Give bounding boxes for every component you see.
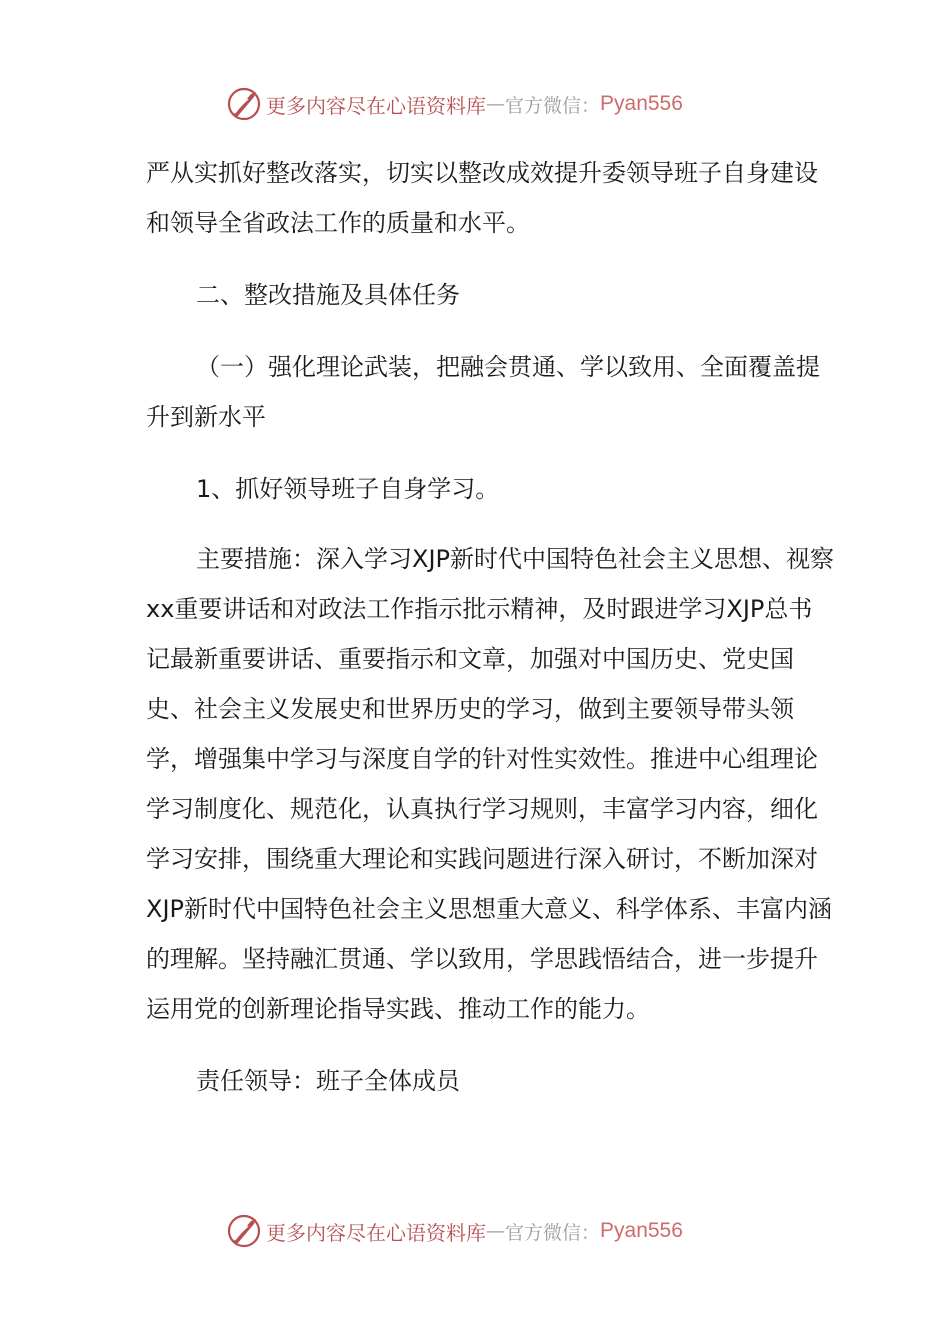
watermark-wechat-label: 官方微信：: [505, 1221, 601, 1244]
section-heading: 二、整改措施及具体任务: [196, 281, 460, 309]
watermark-wechat-label: 官方微信：: [505, 94, 601, 117]
responsible-leader: 责任领导：班子全体成员: [196, 1067, 460, 1095]
watermark-wechat-id: Pyan556: [600, 1219, 683, 1242]
item-heading: 1、抓好领导班子自身学习。: [196, 475, 500, 503]
watermark-wechat-id: Pyan556: [600, 92, 683, 115]
watermark-site-name: 更多内容尽在心语资料库: [266, 93, 486, 118]
watermark-separator: —: [486, 1220, 505, 1242]
footer-watermark: [226, 1211, 683, 1251]
document-body: [146, 148, 836, 1106]
quill-pen-icon: [226, 86, 262, 122]
paragraph-continuation: 严从实抓好整改落实，切实以整改成效提升委领导班子自身建设和领导全省政法工作的质量和水平。: [146, 159, 818, 237]
watermark-separator: —: [486, 93, 505, 115]
header-watermark: [226, 84, 683, 124]
subsection-heading: （一）强化理论武装，把融会贯通、学以致用、全面覆盖提升到新水平: [146, 353, 820, 431]
measures-paragraph: 主要措施：深入学习XJP新时代中国特色社会主义思想、视察xx重要讲话和对政法工作指示批示精神，及时跟进学习XJP总书记最新重要讲话、重要指示和文章，加强对中国历史、党史国史、社会主义发展史和世界历史的学习，做到主要领导带头领学，增强集中学习与深度自学的针对性实效性。推进中心组理论学习制度化、规范化，认真执行学习规则，丰富学习内容，细化学习安排，围绕重大理论和实践问题进行深入研讨，不断加深对XJP新时代中国特色社会主义思想重大意义、科学体系、丰富内涵的理解。坚持融汇贯通、学以致用，学思践悟结合，进一步提升运用党的创新理论指导实践、推动工作的能力。: [146, 545, 834, 1023]
watermark-site-name: 更多内容尽在心语资料库: [266, 1220, 486, 1245]
quill-pen-icon: [226, 1213, 262, 1249]
